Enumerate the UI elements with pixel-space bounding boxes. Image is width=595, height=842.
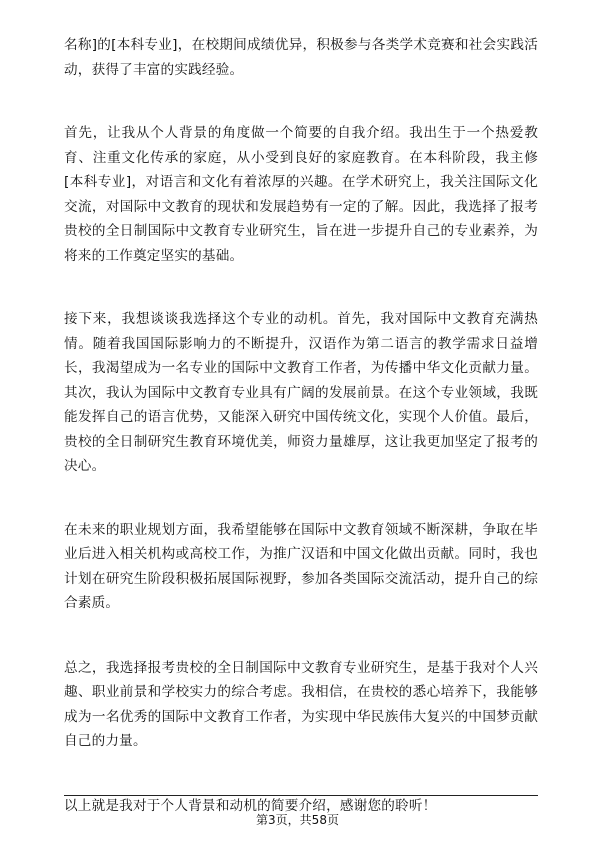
paragraph-closing: 以上就是我对于个人背景和动机的简要介绍，感谢您的聆听！ (64, 797, 437, 814)
paragraph-personal-background: 首先，让我从个人背景的角度做一个简要的自我介绍。我出生于一个热爱教育、注重文化传承的家庭，从小受到良好的家庭教育。在本科阶段，我主修[本科专业]，对语言和文化有着浓厚的兴趣。在学术研究上，我关注国际文化交流，对国际中文教育的现状和发展趋势有一定的了解。因此，我选择了报考贵校的全日制国际中文教育专业研究生，旨在进一步提升自己的专业素养，为将来的工作奠定坚实的基础。 (64, 125, 538, 264)
paragraph-career-plan: 在未来的职业规划方面，我希望能够在国际中文教育领域不断深耕，争取在毕业后进入相关机构或高校工作，为推广汉语和中国文化做出贡献。同时，我也计划在研究生阶段积极拓展国际视野，参加各类国际交流活动，提升自己的综合素质。 (64, 521, 538, 611)
page-number: 第3页，共58页 (256, 813, 339, 827)
paragraph-summary: 总之，我选择报考贵校的全日制国际中文教育专业研究生，是基于我对个人兴趣、职业前景和学校实力的综合考虑。我相信，在贵校的悉心培养下，我能够成为一名优秀的国际中文教育工作者，为实现中华民族伟大复兴的中国梦贡献自己的力量。 (64, 659, 538, 749)
paragraph-motivation: 接下来，我想谈谈我选择这个专业的动机。首先，我对国际中文教育充满热情。随着我国国际影响力的不断提升，汉语作为第二语言的教学需求日益增长，我渴望成为一名专业的国际中文教育工作者，为传播中华文化贡献力量。其次，我认为国际中文教育专业具有广阔的发展前景。在这个专业领域，我既能发挥自己的语言优势，又能深入研究中国传统文化，实现个人价值。最后，贵校的全日制研究生教育环境优美，师资力量雄厚，这让我更加坚定了报考的决心。 (64, 311, 538, 474)
document-body (64, 33, 538, 818)
footer-divider (64, 795, 538, 796)
paragraph-education-background: 名称]的[本科专业]，在校期间成绩优异，积极参与各类学术竞赛和社会实践活动，获得了丰富的实践经验。 (64, 37, 538, 78)
